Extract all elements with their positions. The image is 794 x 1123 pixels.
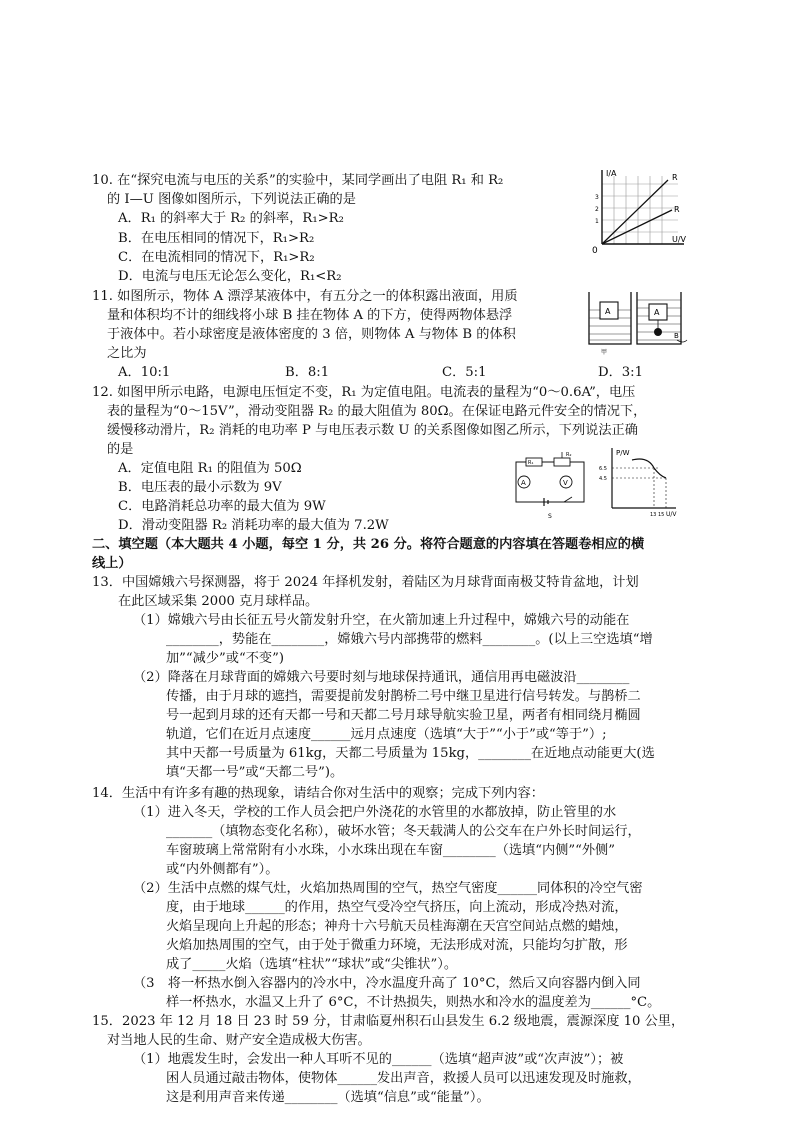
q13-line-10: 其中天都一号质量为 61kg，天都二号质量为 15kg，________在近地点动能更大(选	[166, 746, 655, 761]
q13-line-6: （2）降落在月球背面的嫦娥六号要时刻与地球保持通讯，通信用再电磁波沿________	[133, 670, 630, 685]
q10-stem-line-2: 的 I—U 图像如图所示，下列说法正确的是	[107, 192, 356, 207]
q12-line-1: 12. 如图甲所示电路，电源电压恒定不变，R₁ 为定值电阻。电流表的量程为“0～0.6A”，电压	[92, 385, 636, 400]
q15-line-4: 困人员通过敲击物体，使物体______发出声音，救援人员可以迅速发现及时施救，	[166, 1071, 641, 1086]
q14-line-10: 成了_____火焰（选填“柱状”“球状”或“尖锥状”）。	[166, 957, 458, 972]
q14-line-6: （2）生活中点燃的煤气灶，火焰加热周围的空气，热空气密度______同体积的冷空气密	[133, 881, 643, 896]
q13-line-7: 传播，由于月球的遮挡，需要提前发射鹊桥二号中继卫星进行信号转发。与鹊桥二	[166, 689, 641, 704]
y-tick-45: 4.5	[599, 476, 607, 482]
r1-label: R₁	[528, 460, 534, 466]
r2-line	[602, 210, 672, 244]
voltmeter-label: V	[563, 479, 568, 487]
q12-line-3: 缓慢移动滑片，R₂ 消耗的电功率 P 与电压表示数 U 的关系图像如图乙所示，下列说法正确	[107, 423, 638, 438]
q14-line-5: 或“内外侧都有”）。	[166, 862, 279, 877]
q12-option-c: C．电路消耗总功率的最大值为 9W	[118, 499, 326, 514]
tick-2: 2	[595, 206, 599, 213]
q11-option-b: B．8:1	[285, 365, 330, 380]
q12-option-b: B．电压表的最小示数为 9V	[118, 480, 282, 495]
q14-line-9: 火焰加热周围的空气，由于处于微重力环境，无法形成对流，只能均匀扩散，形	[166, 938, 628, 953]
q12-line-4: 的是	[107, 442, 134, 457]
tick-1: 1	[595, 218, 599, 225]
q10-iu-graph	[588, 166, 688, 254]
q12-option-d: D．滑动变阻器 R₂ 消耗功率的最大值为 7.2W	[118, 518, 389, 533]
x-axis-label: U/V	[672, 235, 687, 244]
q13-line-2: 在此区域采集 2000 克月球样品。	[118, 594, 319, 609]
q12-line-2: 表的量程为“0～15V”，滑动变阻器 R₂ 的最大阻值为 80Ω。在保证电路元件安全的情况下，	[107, 404, 647, 419]
ammeter-label: A	[521, 479, 526, 487]
q14-line-8: 火焰呈现向上升起的形态；神舟十六号航天员桂海潮在天宫空间站点燃的蜡烛，	[166, 919, 628, 934]
q13-line-5: 加”“减少”或“不变”)	[166, 651, 284, 666]
q14-line-7: 度，由于地球______的作用，热空气受冷空气挤压，向上流动，形成冷热对流，	[166, 900, 628, 915]
origin-label: 0	[592, 246, 598, 254]
q15-line-2: 对当地人民的生命、财产安全造成极大伤害。	[107, 1033, 371, 1048]
q11-line-2: 量和体积均不计的细线将小球 B 挂在物体 A 的下方，使得两物体悬浮	[107, 308, 513, 323]
line-label-top: R	[672, 173, 678, 182]
q14-line-4: 车窗玻璃上常常附有小水珠，小水珠出现在车窗________（选填“内侧”“外侧”	[166, 843, 615, 858]
q14-line-1: 14．生活中有许多有趣的热现象，请结合你对生活中的观察；完成下列内容：	[92, 786, 544, 801]
q14-line-11: （3 将一杯热水倒入容器内的冷水中，冷水温度升高了 10°C，然后又向容器内倒入同	[133, 976, 641, 991]
q10-option-b: B．在电压相同的情况下，R₁>R₂	[118, 231, 315, 246]
q13-line-9: 轨道，它们在近月点速度______远月点速度（选填“大于”“小于”或“等于”）;	[166, 727, 607, 742]
q11-line-3: 于液体中。若小球密度是液体密度的 3 倍，则物体 A 与物体 B 的体积	[107, 327, 516, 342]
q14-line-3: _______（填物态变化名称），破坏水管；冬天载满人的公交车在户外长时间运行，	[166, 824, 641, 839]
section2-heading-line-1: 二、填空题（本大题共 4 小题，每空 1 分，共 26 分。将符合题意的内容填在答题卷相应的横	[92, 537, 645, 552]
y-axis-label: I/A	[606, 169, 617, 178]
switch-label: S	[548, 513, 552, 520]
y-tick-65: 6.5	[599, 466, 607, 472]
q10-option-c: C．在电流相同的情况下，R₁>R₂	[118, 250, 315, 265]
q14-line-12: 样一杯热水，水温又上升了 6°C，不计热损失，则热水和冷水的温度差为______°C。	[166, 995, 661, 1010]
q12-power-voltage-graph	[598, 446, 678, 522]
q13-line-11: 填“天都一号”或“天都二号”)。	[166, 765, 344, 780]
q13-line-3: （1）嫦娥六号由长征五号火箭发射升空，在火箭加速上升过程中，嫦娥六号的动能在	[133, 613, 630, 628]
q11-option-a: A．10:1	[118, 365, 171, 380]
q15-line-5: 这是利用声音来传递________（选填“信息”或“能量”）。	[166, 1090, 490, 1105]
section2-heading-line-2: 线上）	[92, 556, 132, 571]
q11-line-1: 11. 如图所示，物体 A 漂浮某液体中，有五分之一的体积露出液面，用质	[92, 289, 518, 304]
q11-option-c: C．5:1	[442, 365, 487, 380]
q10-option-d: D．电流与电压无论怎么变化，R₁<R₂	[118, 269, 342, 284]
r2-label: R₂	[566, 452, 572, 458]
q12-circuit-diagram	[508, 450, 594, 522]
x-ticks: 13 15	[650, 512, 665, 518]
r1-line	[602, 180, 668, 244]
u-axis-label: U/V	[666, 511, 677, 518]
line-label-bottom: R	[674, 205, 680, 214]
block-a2-label: A	[654, 308, 660, 317]
q11-containers-figure	[585, 288, 689, 356]
q11-option-d: D．3:1	[598, 365, 643, 380]
q13-line-4: ________，势能在________，嫦娥六号内部携带的燃料________。(以上三空选填“增	[166, 632, 653, 647]
q15-line-1: 15．2023 年 12 月 18 日 23 时 59 分，甘肃临夏州积石山县发生 6.2 级地震，震源深度 10 公里，	[92, 1014, 685, 1029]
block-a-label: A	[605, 307, 611, 316]
q10-option-a: A．R₁ 的斜率大于 R₂ 的斜率，R₁>R₂	[118, 211, 344, 226]
tick-3: 3	[595, 194, 599, 201]
q10-stem-line-1: 10. 在“探究电流与电压的关系”的实验中，某同学画出了电阻 R₁ 和 R₂	[92, 173, 504, 188]
q13-line-1: 13．中国嫦娥六号探测器，将于 2024 年择机发射，着陆区为月球背面南极艾特肯盆地，计划	[92, 575, 639, 590]
figure-caption: 甲	[601, 349, 608, 356]
q14-line-2: （1）进入冬天，学校的工作人员会把户外浇花的水管里的水都放掉，防止管里的水	[133, 805, 617, 820]
q13-line-8: 号一起到月球的还有天都一号和天都二号月球导航实验卫星，两者有相同绕月椭圆	[166, 708, 641, 723]
q11-line-4: 之比为	[107, 346, 147, 361]
ball-b-label: B	[674, 332, 679, 340]
p-axis-label: P/W	[616, 449, 630, 457]
q12-option-a: A．定值电阻 R₁ 的阻值为 50Ω	[118, 461, 302, 476]
q15-line-3: （1）地震发生时，会发出一种人耳听不见的______（选填“超声波”或“次声波”）；被	[133, 1052, 624, 1067]
